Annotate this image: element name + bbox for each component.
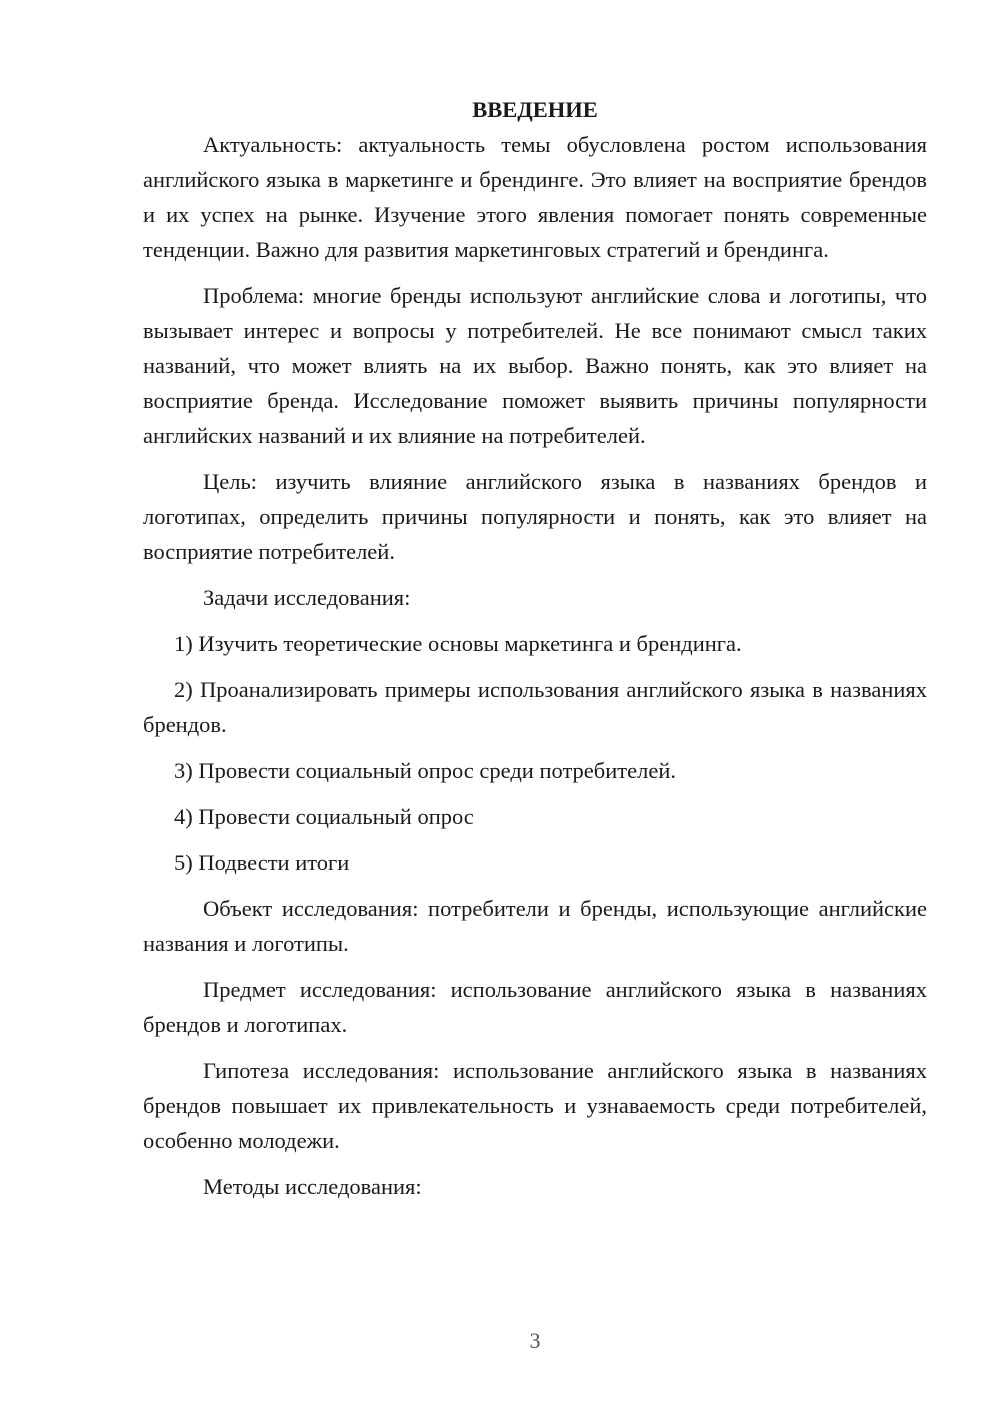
task-item-4: 4) Провести социальный опрос [174,804,474,829]
paragraph-object: Объект исследования: потребители и бренды, использующие английские названия и логотипы. [143,896,927,956]
task-item-1: 1) Изучить теоретические основы маркетинга и брендинга. [174,631,742,656]
paragraph-hypothesis: Гипотеза исследования: использование английского языка в названиях брендов повышает их привлекательность и узнаваемость среди потребителей, особенно молодежи. [143,1058,927,1153]
paragraph-methods-heading: Методы исследования: [203,1174,422,1199]
paragraph-goal: Цель: изучить влияние английского языка в названиях брендов и логотипах, определить причины популярности и понять, как это влияет на восприятие потребителей. [143,469,927,564]
document-page [143,92,927,1204]
section-title: ВВЕДЕНИЕ [472,97,598,122]
task-item-2: 2) Проанализировать примеры использования английского языка в названиях брендов. [143,677,927,737]
page-number: 3 [529,1328,541,1353]
task-item-5: 5) Подвести итоги [174,850,350,875]
paragraph-subject: Предмет исследования: использование английского языка в названиях брендов и логотипах. [143,977,927,1037]
paragraph-tasks-heading: Задачи исследования: [203,585,411,610]
paragraph-problem: Проблема: многие бренды используют английские слова и логотипы, что вызывает интерес и вопросы у потребителей. Не все понимают смысл таких названий, что может влиять на их выбор. Важно понять, как это влияет на восприятие бренда. Исследование поможет выявить причины популярности английских названий и их влияние на потребителей. [143,283,927,448]
paragraph-relevance: Актуальность: актуальность темы обусловлена ростом использования английского языка в маркетинге и брендинге. Это влияет на восприятие брендов и их успех на рынке. Изучение этого явления помогает понять современные тенденции. Важно для развития маркетинговых стратегий и брендинга. [143,132,927,262]
task-item-3: 3) Провести социальный опрос среди потребителей. [174,758,676,783]
